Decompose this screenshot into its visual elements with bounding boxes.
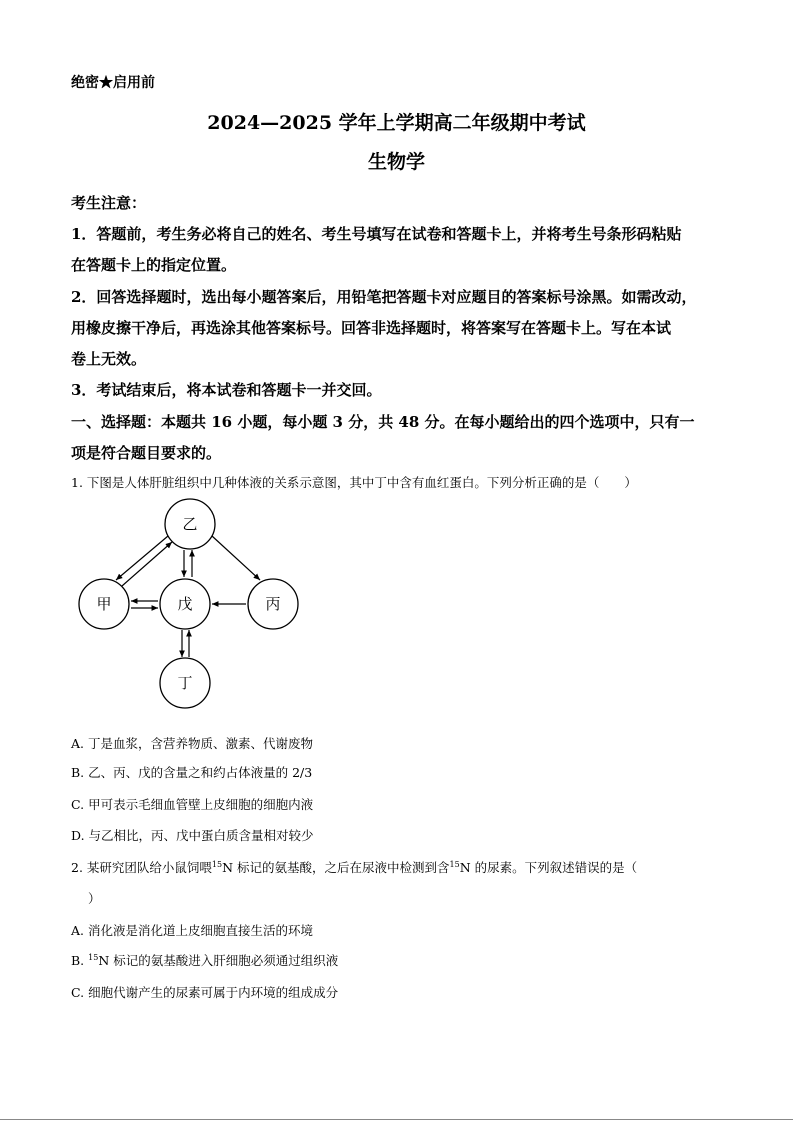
question-2-stem-end: ） bbox=[88, 891, 101, 906]
label-wu: 戊 bbox=[177, 595, 193, 613]
body-fluid-diagram bbox=[70, 498, 310, 710]
label-ding: 丁 bbox=[177, 674, 193, 692]
question-2-option-b: B. $^{15}$N 标记的氨基酸进入肝细胞必须通过组织液 bbox=[71, 952, 339, 968]
label-bing: 丙 bbox=[265, 595, 281, 613]
notice-item-2-end: 卷上无效。 bbox=[71, 350, 147, 368]
notice-item-2: 2．回答选择题时，选出每小题答案后，用铅笔把答题卡对应题目的答案标号涂黑。如需改动， bbox=[71, 288, 697, 306]
notice-item-1: 1．答题前，考生务必将自己的姓名、考生号填写在试卷和答题卡上，并将考生号条形码粘贴 bbox=[71, 225, 682, 243]
notice-item-3: 3．考试结束后，将本试卷和答题卡一并交回。 bbox=[71, 381, 382, 399]
confidential-label: 绝密★启用前 bbox=[71, 75, 155, 91]
notice-heading: 考生注意： bbox=[71, 194, 147, 212]
question-2-stem: 2. 某研究团队给小鼠饲喂$^{15}$N 标记的氨基酸，之后在尿液中检测到含$^{15}$N 的尿素。下列叙述错误的是（ bbox=[71, 859, 638, 875]
arrow-jia-to-yi bbox=[122, 542, 172, 586]
arrow-yi-to-bing bbox=[212, 536, 260, 580]
notice-item-2-cont: 用橡皮擦干净后，再选涂其他答案标号。回答非选择题时，将答案写在答题卡上。写在本试 bbox=[71, 319, 672, 337]
section-heading: 一、选择题：本题共 16 小题，每小题 3 分，共 48 分。在每小题给出的四个选项中，只有一 bbox=[71, 413, 695, 431]
exam-title: 2024—2025 学年上学期高二年级期中考试 bbox=[207, 112, 586, 134]
question-2-option-c: C. 细胞代谢产生的尿素可属于内环境的组成成分 bbox=[71, 985, 339, 1000]
label-yi: 乙 bbox=[182, 515, 198, 533]
subject-title: 生物学 bbox=[367, 151, 425, 173]
label-jia: 甲 bbox=[96, 595, 112, 613]
notice-item-1-cont: 在答题卡上的指定位置。 bbox=[71, 256, 237, 274]
question-1-stem: 1. 下图是人体肝脏组织中几种体液的关系示意图，其中丁中含有血红蛋白。下列分析正确的是（ ） bbox=[71, 475, 637, 490]
question-2-option-a: A. 消化液是消化道上皮细胞直接生活的环境 bbox=[71, 923, 313, 938]
section-heading-cont: 项是符合题目要求的。 bbox=[71, 444, 222, 462]
page-bottom-rule bbox=[0, 1119, 793, 1120]
question-1-option-d: D. 与乙相比，丙、戊中蛋白质含量相对较少 bbox=[71, 828, 314, 843]
question-1-option-c: C. 甲可表示毛细血管壁上皮细胞的细胞内液 bbox=[71, 797, 314, 812]
question-1-option-b: B. 乙、丙、戊的含量之和约占体液量的 2/3 bbox=[71, 765, 313, 780]
question-1-option-a: A. 丁是血浆，含营养物质、激素、代谢废物 bbox=[71, 736, 313, 751]
arrow-yi-to-jia bbox=[116, 536, 168, 580]
